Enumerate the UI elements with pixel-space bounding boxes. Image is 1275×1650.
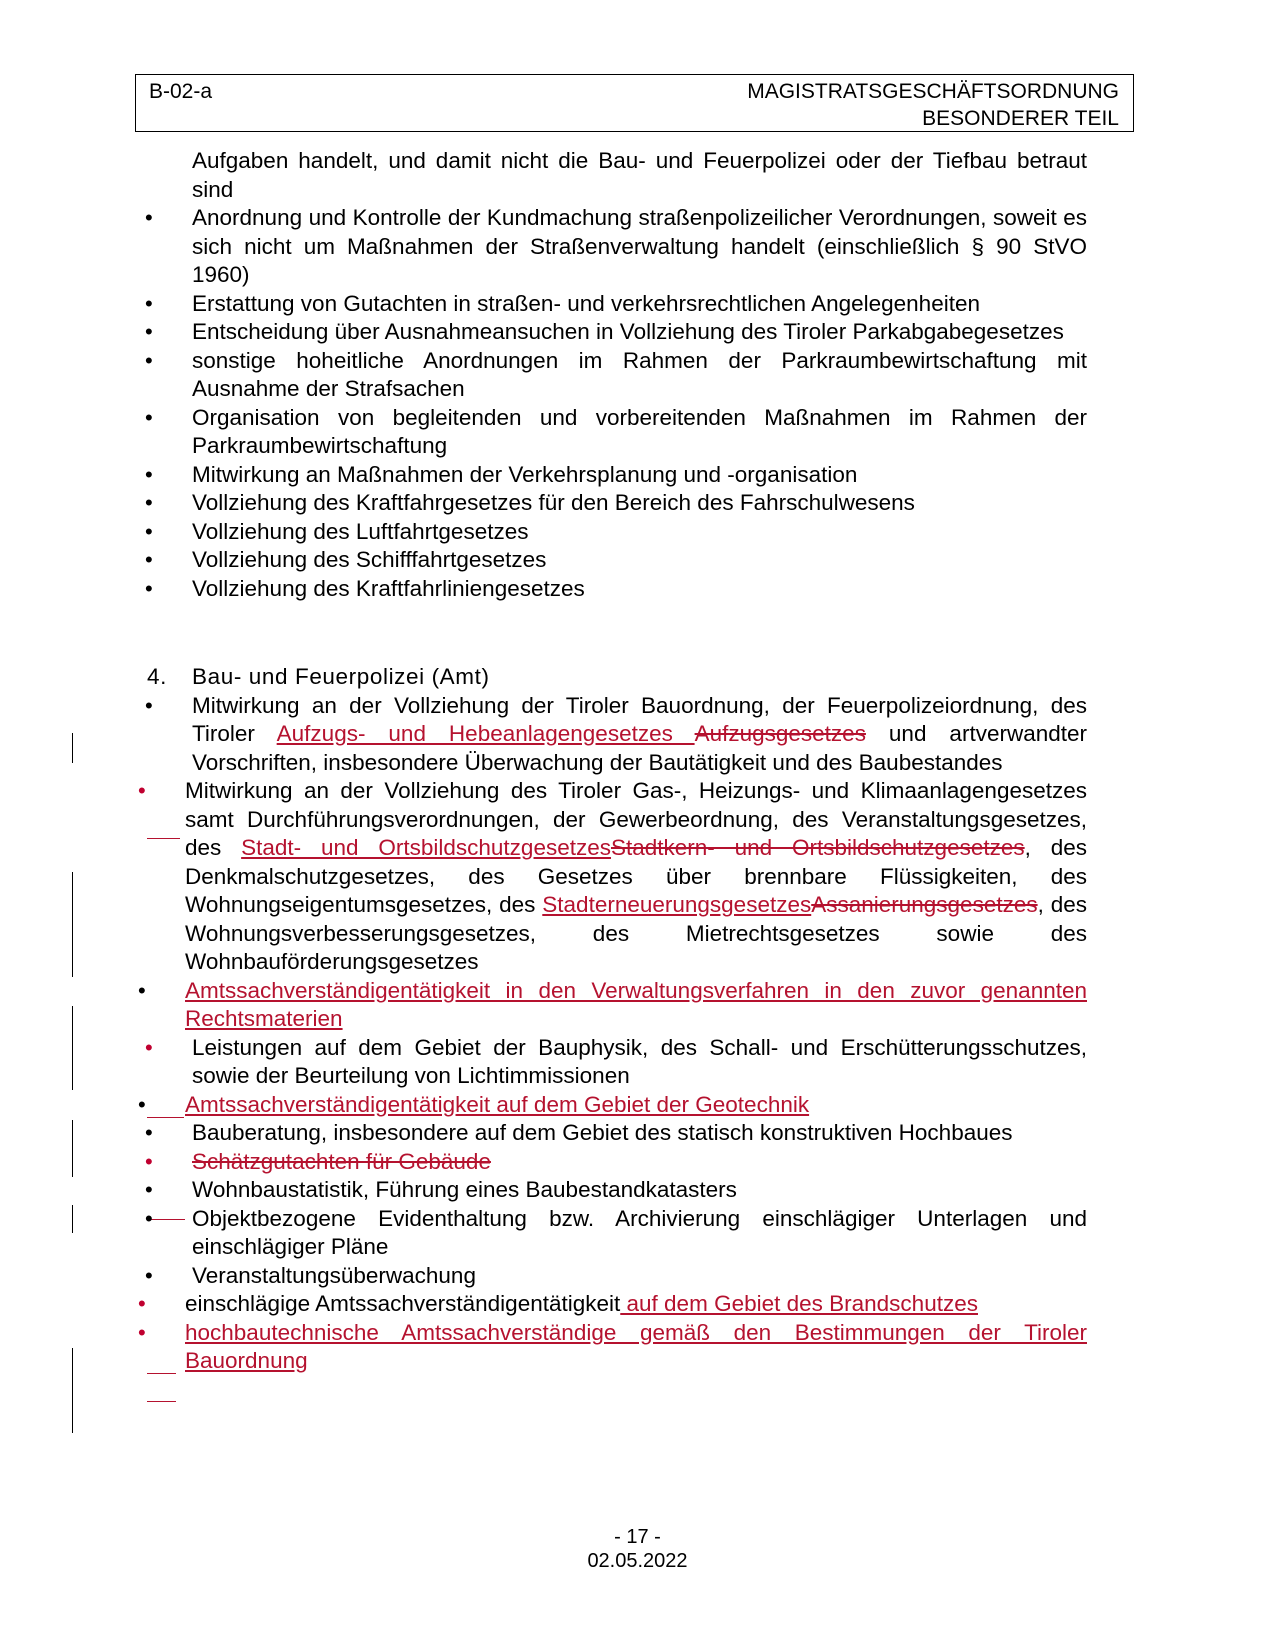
list-item (185, 1290, 1087, 1319)
list-item: • Erstattung von Gutachten in straßen- und verkehrsrechtlichen Angelegenheiten (192, 290, 1087, 319)
list-item: • Objektbezogene Evidenthaltung bzw. Archivierung einschlägiger Unterlagen und einschlägiger Pläne (192, 1205, 1087, 1262)
document-title-line2: BESONDERER TEIL (922, 107, 1119, 130)
inserted-text: hochbautechnische Amtssachverständige gemäß den Bestimmungen der Tiroler Bauordnung (185, 1319, 1087, 1373)
document-body (0, 147, 1275, 1376)
inserted-text: auf dem Gebiet des Brandschutzes (620, 1291, 978, 1316)
list-item: • Leistungen auf dem Gebiet der Bauphysik, des Schall- und Erschütterungsschutzes, sowie der Beurteilung von Lichtimmissionen (192, 1034, 1087, 1091)
text-run: Mitwirkung an der Vollziehung des Tiroler Gas-, Heizungs- und Klimaanlagengesetzes samt Durchführungsverordnungen, der Gewerbeordnung, des Veranstaltungsgesetzes, des (185, 778, 1087, 860)
list-item (192, 692, 1087, 778)
list-item: • Vollziehung des Schifffahrtgesetzes (192, 546, 1087, 575)
list-item (185, 1319, 1087, 1376)
list-item: • Vollziehung des Luftfahrtgesetzes (192, 518, 1087, 547)
continuation-text: Aufgaben handelt, und damit nicht die Bau- und Feuerpolizei oder der Tiefbau betraut sind (192, 148, 1087, 202)
list-item: • Veranstaltungsüberwachung (192, 1262, 1087, 1291)
section-heading (147, 663, 1087, 692)
deleted-text: Stadtkern- und Ortsbildschutzgesetzes (610, 835, 1025, 860)
page-number: - 17 - (614, 1526, 661, 1548)
inserted-text: Aufzugs- und Hebeanlagengesetzes (276, 721, 695, 746)
document-title (747, 78, 1119, 132)
document-title-line1: MAGISTRATSGESCHÄFTSORDNUNG (747, 80, 1119, 103)
deleted-text: Aufzugsgesetzes (694, 721, 866, 746)
text-run: Mitwirkung an der Vollziehung der Tiroler Bauordnung, der Feuerpolizeiordnung, des Tiroler (192, 692, 1087, 746)
footer-date: 02.05.2022 (587, 1550, 688, 1572)
list-item: • Organisation von begleitenden und vorbereitenden Maßnahmen im Rahmen der Parkraumbewirtschaftung (192, 404, 1087, 461)
list-item (185, 1091, 1087, 1120)
deleted-text: Schätzgutachten für Gebäude (192, 1148, 491, 1174)
page-footer (0, 1525, 1275, 1573)
list-item: • Anordnung und Kontrolle der Kundmachung straßenpolizeilicher Verordnungen, soweit es sich nicht um Maßnahmen der Straßenverwaltung handelt (einschließlich § 90 StVO 1960) (192, 204, 1087, 290)
list-item: • Vollziehung des Kraftfahrgesetzes für den Bereich des Fahrschulwesens (192, 489, 1087, 518)
list-item: • Wohnbaustatistik, Führung eines Baubestandkatasters (192, 1176, 1087, 1205)
section-title: Bau- und Feuerpolizei (Amt) (192, 664, 490, 689)
document-id: B-02-a (149, 80, 213, 103)
text-run: , des Denkmalschutzgesetzes, des Gesetzes über brennbare Flüssigkeiten, des Wohnungseigentumsgesetzes, des (185, 835, 1087, 917)
page-header (135, 74, 1134, 132)
list-item: • Bauberatung, insbesondere auf dem Gebiet des statisch konstruktiven Hochbaues (192, 1119, 1087, 1148)
inserted-text: Stadterneuerungsgesetzes (542, 892, 812, 917)
text-run: und artverwandter Vorschriften, insbesondere Überwachung der Bautätigkeit und des Baubestandes (192, 721, 1087, 775)
section-number: 4. (147, 664, 167, 689)
list-item: • Mitwirkung an Maßnahmen der Verkehrsplanung und -organisation (192, 461, 1087, 490)
list-item: • Entscheidung über Ausnahmeansuchen in Vollziehung des Tiroler Parkabgabegesetzes (192, 318, 1087, 347)
text-run: , des Wohnungsverbesserungsgesetzes, des Mietrechtsgesetzes sowie des Wohnbauförderungsgesetzes (185, 892, 1087, 974)
revision-underline (147, 1401, 176, 1402)
deleted-text: Assanierungsgesetzes (811, 892, 1038, 917)
list-item (185, 977, 1087, 1034)
list-item: • Vollziehung des Kraftfahrliniengesetzes (192, 575, 1087, 604)
inserted-text: Amtssachverständigentätigkeit in den Verwaltungsverfahren in den zuvor genannten Rechtsmaterien (185, 977, 1087, 1031)
inserted-text: Stadt- und Ortsbildschutzgesetzes (241, 835, 611, 860)
text-run: einschlägige Amtssachverständigentätigkeit (185, 1291, 621, 1316)
inserted-text: Amtssachverständigentätigkeit auf dem Gebiet der Geotechnik (185, 1091, 810, 1117)
list-item (185, 777, 1087, 977)
list-item (192, 1148, 1087, 1177)
list-item: • sonstige hoheitliche Anordnungen im Rahmen der Parkraumbewirtschaftung mit Ausnahme der Strafsachen (192, 347, 1087, 404)
